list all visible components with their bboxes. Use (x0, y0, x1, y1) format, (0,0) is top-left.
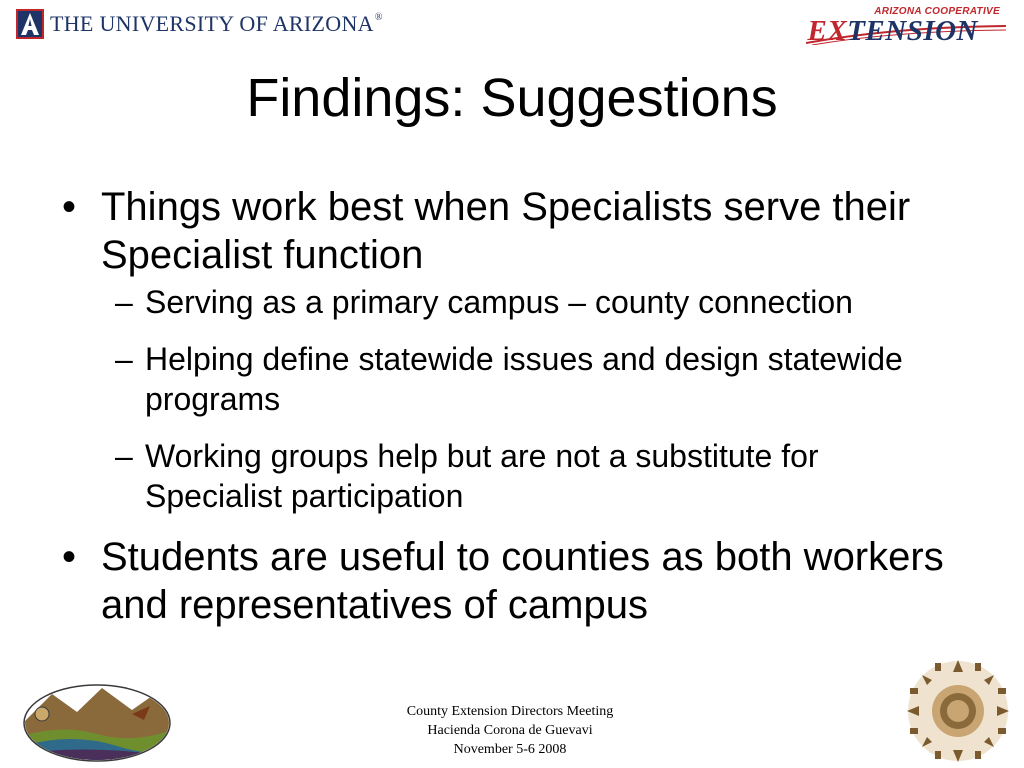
slide-title: Findings: Suggestions (246, 68, 778, 128)
slide-body (58, 183, 958, 632)
footer-line-location: Hacienda Corona de Guevavi (427, 723, 593, 738)
registered-mark: ® (374, 12, 383, 23)
bullet-item (58, 533, 958, 629)
footer-line-date: November 5-6 2008 (453, 742, 567, 757)
sub-bullet-item (115, 436, 958, 516)
sub-bullet-text: Serving as a primary campus – county connection (145, 284, 853, 320)
bullet-text: Things work best when Specialists serve their Specialist function (101, 185, 911, 277)
slide-footer (350, 702, 670, 759)
bullet-text: Students are useful to counties as both workers and representatives of campus (101, 535, 944, 627)
university-name: THE UNIVERSITY OF ARIZONA® (50, 11, 383, 36)
sub-bullet-item (115, 339, 958, 419)
sub-bullet-text: Working groups help but are not a substitute for Specialist participation (145, 438, 819, 514)
sub-bullet-text: Helping define statewide issues and design statewide programs (145, 341, 903, 417)
arizona-cooperative-extension-logo (806, 6, 1012, 46)
dash-mark: – (115, 341, 133, 377)
arizona-a-icon (16, 9, 44, 39)
dash-mark: – (115, 438, 133, 474)
extension-subtitle: ARIZONA COOPERATIVE (874, 6, 1000, 17)
sub-bullet-item (115, 282, 958, 322)
dash-mark: – (115, 284, 133, 320)
footer-line-meeting: County Extension Directors Meeting (406, 704, 614, 719)
landscape-emblem-icon (22, 684, 172, 762)
extension-wordmark: EXTENSION (807, 15, 978, 47)
university-of-arizona-logo (16, 8, 383, 40)
bullet-mark: • (62, 185, 77, 229)
bullet-item (58, 183, 958, 279)
sun-emblem-icon (905, 658, 1011, 764)
bullet-mark: • (62, 535, 77, 579)
